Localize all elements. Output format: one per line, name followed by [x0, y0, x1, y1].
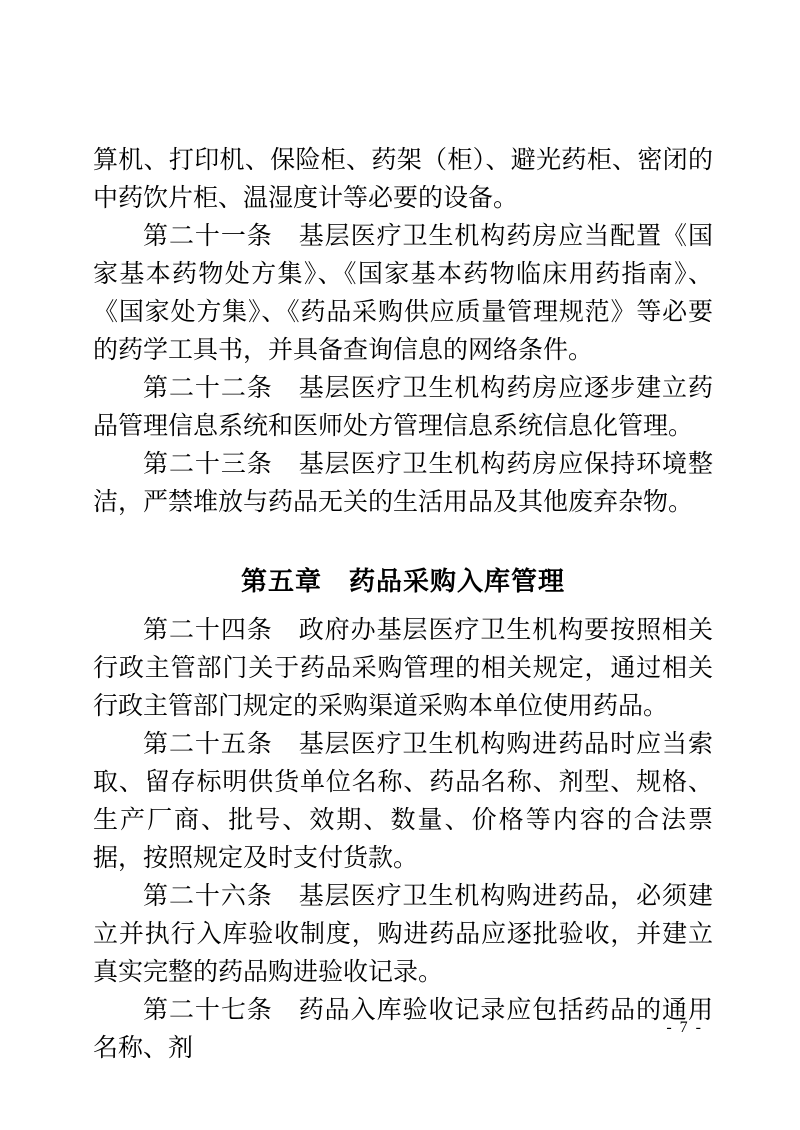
- page-number: - 7 -: [666, 1019, 703, 1036]
- paragraph-article-27: 第二十七条 药品入库验收记录应包括药品的通用名称、剂: [93, 997, 713, 1062]
- paragraph-article-21: 第二十一条 基层医疗卫生机构药房应当配置《国家基本药物处方集》、《国家基本药物临床用药指南》、《国家处方集》、《药品采购供应质量管理规范》等必要的药学工具书，并具备查询信息的网络条件。: [93, 223, 713, 364]
- document-body: [93, 142, 713, 1068]
- paragraph-article-25: 第二十五条 基层医疗卫生机构购进药品时应当索取、留存标明供货单位名称、药品名称、剂型、规格、生产厂商、批号、效期、数量、价格等内容的合法票据，按照规定及时支付货款。: [93, 731, 713, 872]
- chapter-heading: 第五章 药品采购入库管理: [240, 566, 565, 596]
- paragraph-article-26: 第二十六条 基层医疗卫生机构购进药品，必须建立并执行入库验收制度，购进药品应逐批验收，并建立真实完整的药品购进验收记录。: [93, 883, 713, 986]
- paragraph-continuation: 算机、打印机、保险柜、药架（柜）、避光药柜、密闭的中药饮片柜、温湿度计等必要的设备。: [93, 147, 713, 212]
- paragraph-article-24: 第二十四条 政府办基层医疗卫生机构要按照相关行政主管部门关于药品采购管理的相关规定，通过相关行政主管部门规定的采购渠道采购本单位使用药品。: [93, 617, 713, 720]
- paragraph-article-22: 第二十二条 基层医疗卫生机构药房应逐步建立药品管理信息系统和医师处方管理信息系统信息化管理。: [93, 375, 713, 440]
- paragraph-article-23: 第二十三条 基层医疗卫生机构药房应保持环境整洁，严禁堆放与药品无关的生活用品及其他废弃杂物。: [93, 451, 713, 516]
